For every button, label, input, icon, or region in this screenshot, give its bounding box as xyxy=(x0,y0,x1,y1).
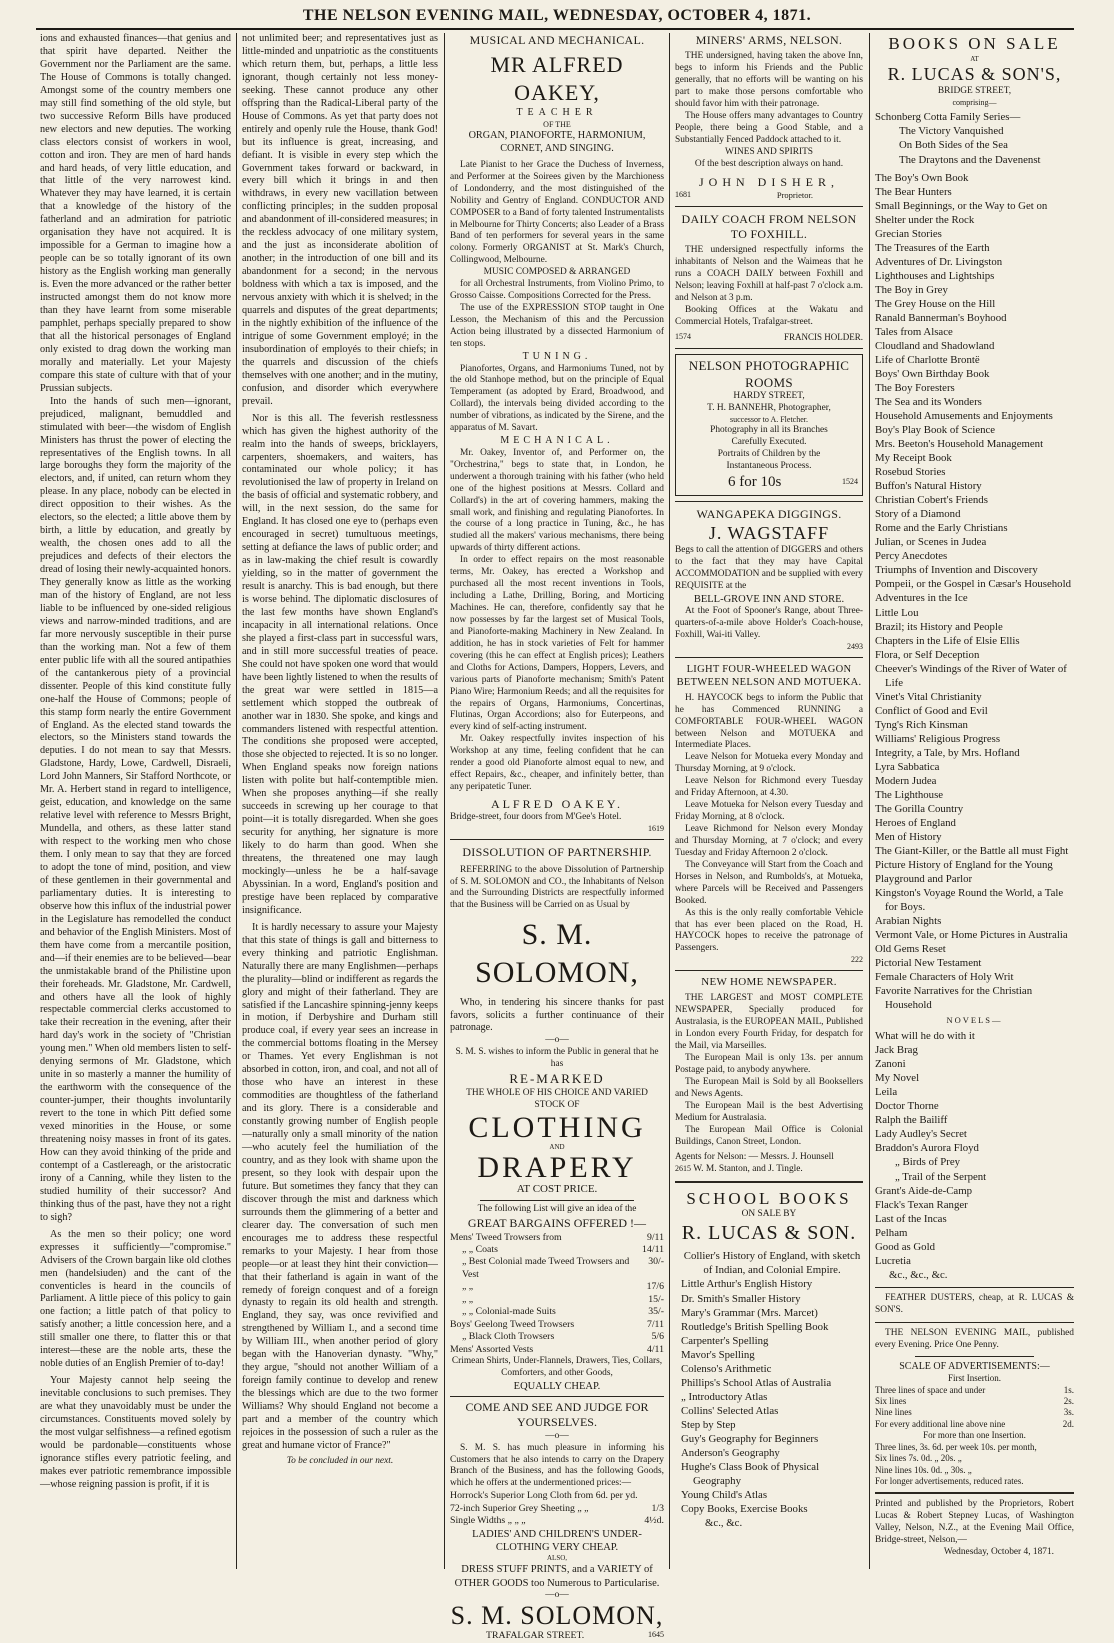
book-item: Dr. Smith's Smaller History xyxy=(681,1292,801,1305)
ad-paragraph: The European Mail Office is Colonial Buildings, Canon Street, London. xyxy=(675,1124,863,1147)
wangapeka-ad xyxy=(675,507,863,652)
scale-heading: SCALE OF ADVERTISEMENTS:— xyxy=(899,1360,1050,1372)
price-item: „ „ Coats xyxy=(462,1244,498,1256)
ad-separator xyxy=(675,206,863,207)
comprising-label: comprising— xyxy=(952,98,997,108)
ad-heading: DAILY COACH FROM NELSON TO FOXHILL. xyxy=(681,211,857,241)
photo-line: Photography in all its Branches xyxy=(710,425,828,436)
of-label: OF THE xyxy=(543,119,571,129)
ad-heading: BOOKS ON SALE xyxy=(888,34,1061,53)
article-paragraph: Into the hands of such men—ignorant, prejudiced, malignant, bemuddled and stimulated with beer—the wisdom of English Ministers has thrust the power of electing the representatives of the English towns. In all large boroughs they form the majority of the electors, and, if united, can return whom they please. In any place, nobody can be elected in direct opposition to their wishes. As the electors, so the elected; a little above them by birth, a little by education, and greatly by wealth, the chosen ones add to all the prejudices and defects of their electors the dread of losing their newly-acquainted honors. They generally know as little as the working man of the history of England, are not less liable to be influenced by one-sided religious views and narrow-minded traditions, and are far more nervously susceptible in their purse than the working man. Not a few of them enter public life with all the soured antipathies of the cantankerous piety of a provincial dissenter. People of this kind constitute fully one-half the House of Commons; people of this stamp form nearly the entire Government of England. As the elected stand towards the electors, so the Ministers stand towards the deputies. I do not mean to say that Messrs. Gladstone, Hardy, Lowe, Cardwell, Disraeli, Lord John Manners, Sir Stafford Northcote, or Mr. A. Herbert stand in regard to intelligence, geist, education, and knowledge on the same relative level with reference to Messrs Bright, Mundella, and others, as these latter stand with respect to the working men who chose them. I only mean to say that they are forced to adopt the tone of mind, position, and view of these gentlemen in their governmental and parliamentary duties. It is interesting to observe how this influx of the industrial power in the Legislature has remodelled the conduct and behavior of the English Ministers. Most of them have come from a mercantile position, and—if their enemies are to be believed—bear the unmistakable brand of the Philistine upon their foreheads. Mr. Gladstone, Mr. Cardwell, and others have all the look of highly respectable commercial clerks accustomed to take their recreation in the evening, after their hard day's work in the society of "Christian young men." When old members listen to self-denying sermons of Mr. Gladstone, which unite in so masterly a manner the humility of the earthworm with the consequence of the counter-jumper, their thoughts involuntarily revert to the tone in which Pitt defied some vexed minorities in the House, or some threatening noisy masses in front of its gates. How can they avoid thinking of the pride and contempt of a Castlereagh, or the aristocratic irony of a Canning, while they listen to the studied humility of their successor? And thinking thus of the past, have they not a right to sigh? xyxy=(40,395,231,1223)
book-item: Old Gems Reset xyxy=(875,943,946,956)
book-item: Cheever's Windings of the River of Water of Life xyxy=(875,662,1067,689)
price-item: Mens' Tweed Trowsers from xyxy=(450,1231,562,1243)
book-item: Heroes of England xyxy=(875,816,956,829)
ad-separator xyxy=(675,657,863,658)
book-item: The Grey House on the Hill xyxy=(875,297,996,310)
column-5-ads xyxy=(871,33,1078,1569)
ad-paragraph: S. M. S. wishes to inform the Public in general that he has xyxy=(455,1047,659,1070)
ad-number: 1524 xyxy=(842,477,858,487)
ad-number: 1681 xyxy=(675,189,691,199)
ad-paragraph: Begs to call the attention of DIGGERS and others to the fact that they may have Capital ACCOMMODATION and be supplied with every REQUISITE at the xyxy=(675,545,863,591)
imprint: Printed and published by the Proprietors, Robert Lucas & Robert Stepney Lucas, of Washington Valley, Nelson, N.Z., at the Evening Mail Office, Bridge-street, Nelson,— xyxy=(875,1499,1074,1546)
advert-scale xyxy=(875,1361,1074,1488)
come-heading: COME AND SEE AND JUDGE FOR YOURSELVES. xyxy=(465,1400,649,1430)
book-item: Routledge's British Spelling Book xyxy=(681,1320,829,1333)
book-item: Flora, or Self Deception xyxy=(875,648,980,661)
article-paragraph: It is hardly necessary to assure your Majesty that this state of things is gall and bitterness to every thinking and patriotic Englishman. Naturally there are many Englishmen—perhaps the plurality—blind or indifferent as regards the glory and might of their fatherland. They are satisfied if the Lancashire spinning-jenny keeps in motion, if Derbyshire and Durham still produce coal, if every year sees an increase in the commercial bottoms floating in the Mersey or Thames. Yet every Englishman is not absorbed in cotton, iron, and coal, and not all of those who have an interest in these commodities are thoughtless of the fatherland and its glory. There is a considerable and constantly growing number of English people—naturally only a small minority of the nation—who acutely feel the humiliation of the country, and as they look with shame upon the present, so they look with despair upon the future. But sometimes they fancy that they can discover through the mist and darkness which surrounds them the glimmering of a better and clearer day. The conversation of such men encourages me to address these respectful remarks to your Majesty. I hear from those people—or at least they hint their conviction—that their fatherland is again in want of the remedy of foreign conquest and of a foreign dynasty to regain its old health and strength. England, they say, was once revivified and strengthened by William I., and a second time by William III., when another period of glory began with the Hanoverian dynasty. "Why," they argue, "should not another William of a foreign family continue to develop and renew the blessings which are due to the two former Williams? Why should England not become a part and a member of the country which rejoices in the possession of such a ruler as the great and humane victor of France?" xyxy=(242,921,438,1451)
merchant-name: S. M. SOLOMON, xyxy=(450,1600,664,1630)
book-item: Young Child's Atlas xyxy=(681,1488,768,1501)
book-item: Small Beginnings, or the Way to Get on xyxy=(875,199,1048,212)
book-item: Collier's History of England, with sketch of Indian, and Colonial Empire. xyxy=(683,1250,861,1277)
scale-row: Nine lines 10s. 0d. „ 30s. „ xyxy=(875,1464,972,1475)
book-item: Collins' Selected Atlas xyxy=(681,1404,779,1417)
book-item: Guy's Geography for Beginners xyxy=(681,1432,819,1445)
book-item: The Sea and its Wonders xyxy=(875,396,982,409)
cheap-label: EQUALLY CHEAP. xyxy=(513,1380,601,1392)
ad-signature: ALFRED OAKEY. xyxy=(490,797,624,812)
photo-price: 6 for 10s xyxy=(728,473,782,490)
price-item: „ Black Cloth Trowsers xyxy=(462,1331,555,1343)
ad-heading: DISSOLUTION OF PARTNERSHIP. xyxy=(462,845,652,860)
book-item: Household Amusements and Enjoyments xyxy=(875,410,1053,423)
price-item: Boys' Geelong Tweed Trowsers xyxy=(450,1318,575,1330)
article-paragraph: As the men so their policy; one word expresses it sufficiently—"compromise." Advisers of the Crown bargain like old clothes men (handelsiuden) and the cant of the conventicles is heard in the councils of Parliament. A little piece of this policy to gain one faction; a little patch of that policy to satisfy another; a little concession here, and a still smaller one there, to flatter this or that interest—these are the noble arts, these the noble duties of an English Premier of to-day! xyxy=(40,1228,231,1370)
scale-label: Three lines of space and under xyxy=(875,1384,986,1395)
book-item: Integrity, a Tale, by Mrs. Hofland xyxy=(875,746,1020,759)
bargains-heading: GREAT BARGAINS OFFERED !— xyxy=(467,1216,647,1231)
scale-note: For longer advertisements, reduced rates. xyxy=(875,1475,1024,1486)
photo-line: Instantaneous Process. xyxy=(726,460,812,471)
novel-item: Doctor Thorne xyxy=(875,1100,939,1113)
column-2-article xyxy=(238,33,442,1569)
ad-paragraph: Mr. Oakey respectfully invites inspection of his Workshop at any time, feeling confident that he can render a good old Pianoforte almost equal to new, and effect Repairs, &c., cheaper, and infinitely better, than any peripatetic Tuner. xyxy=(450,734,664,793)
novel-item: Braddon's Aurora Floyd xyxy=(875,1142,979,1155)
book-item: Boy's Play Book of Science xyxy=(875,424,996,437)
price-list xyxy=(450,1232,664,1356)
proprietor-name: FRANCIS HOLDER. xyxy=(783,331,863,342)
ornament: —o— xyxy=(545,1589,569,1600)
book-item: Phillips's School Atlas of Australia xyxy=(681,1376,832,1389)
book-item: Pompeii, or the Gospel in Cæsar's Household xyxy=(875,578,1071,591)
ad-address: Bridge-street, four doors from M'Gee's Hotel. xyxy=(450,812,622,823)
ad-paragraph: Who, in tendering his sincere thanks for past favors, solicits a further continuance of their patronage. xyxy=(450,996,664,1034)
at-label: AT xyxy=(970,54,979,63)
continued-note: To be concluded in our next. xyxy=(286,1455,394,1466)
book-item: Rome and the Early Christians xyxy=(875,522,1008,535)
ad-heading: LIGHT FOUR-WHEELED WAGON BETWEEN NELSON AND MOTUEKA. xyxy=(676,664,862,689)
teacher-name: MR ALFRED OAKEY, xyxy=(490,52,624,106)
ornament: —o— xyxy=(545,1035,569,1046)
ad-paragraph: The Conveyance will Start from the Coach and Horses in Nelson, and Rumbolds's, at Motueka, where Parcels will be Received and Passengers Booked. xyxy=(675,859,863,906)
book-item: The Victory Vanquished xyxy=(899,125,1004,138)
ad-paragraph: Of the best description always on hand. xyxy=(694,158,844,169)
ad-separator xyxy=(875,1322,1074,1323)
column-divider xyxy=(869,33,870,1569)
ad-paragraph: THE LARGEST and MOST COMPLETE NEWSPAPER, Specially produced for Australasia, is the EUROPEAN MAIL, Published in London every Fourth Friday, for despatch for the Mail, via Marseilles. xyxy=(675,993,863,1052)
goods-price: 4½d. xyxy=(644,1515,664,1527)
novel-item: Lady Audley's Secret xyxy=(875,1128,967,1141)
ad-separator xyxy=(875,1287,1074,1288)
merchant-name: S. M. SOLOMON, xyxy=(475,918,639,990)
ad-number: 1619 xyxy=(648,824,664,834)
goods-item: Horrock's Superior Long Cloth from 6d. per yd. xyxy=(450,1490,638,1502)
column-4-ads xyxy=(671,33,867,1569)
price-item: Mens' Assorted Vests xyxy=(450,1343,534,1355)
drapery-label: DRAPERY xyxy=(477,1150,637,1184)
ad-heading: NEW HOME NEWSPAPER. xyxy=(701,976,837,989)
timetable-row: Leave Nelson for Richmond every Tuesday and Friday Afternoon, at 4.30. xyxy=(675,776,863,799)
book-item: My Receipt Book xyxy=(875,452,952,465)
book-item: Kingston's Voyage Round the World, a Tale for Boys. xyxy=(875,887,1064,914)
goods-item: Single Widths „ „ „ xyxy=(450,1515,526,1527)
ad-paragraph: The European Mail is Sold by all Booksellers and News Agents. xyxy=(675,1077,863,1099)
novel-item: „ Birds of Prey xyxy=(895,1156,961,1169)
novel-item: My Novel xyxy=(875,1072,920,1085)
subjects: ORGAN, PIANOFORTE, HARMONIUM, CORNET, AND SINGING. xyxy=(468,129,646,154)
timetable-row: Leave Motueka for Nelson every Tuesday and Friday Morning, at 8 o'clock. xyxy=(675,800,863,823)
ad-subheading: MUSIC COMPOSED & ARRANGED xyxy=(483,267,631,278)
miners-arms-ad xyxy=(675,33,863,201)
book-item: Men of History xyxy=(875,831,942,843)
book-item: Pictorial New Testament xyxy=(875,957,982,970)
book-item: The Treasures of the Earth xyxy=(875,241,990,254)
book-item: Buffon's Natural History xyxy=(875,480,982,493)
book-item: Vermont Vale, or Home Pictures in Australia xyxy=(875,929,1068,942)
imprint-date: Wednesday, October 4, 1871. xyxy=(943,1547,1054,1558)
ornament: —o— xyxy=(545,1430,569,1441)
ad-paragraph: THE undersigned, having taken the above Inn, begs to inform his Friends and the Public generally, that no efforts will be wanting on his part to make those persons comfortable who should favor him with their patronage. xyxy=(675,51,863,109)
wagon-ad xyxy=(675,663,863,965)
cost-label: AT COST PRICE. xyxy=(516,1183,598,1196)
novel-item: What will he do with it xyxy=(875,1030,975,1043)
goods-item: 72-inch Superior Grey Sheeting „ „ xyxy=(450,1502,589,1514)
proprietor-name: JOHN DISHER, xyxy=(698,174,839,189)
scale-subheading: For more than one Insertion. xyxy=(923,1430,1026,1441)
book-item: Favorite Narratives for the Christian Household xyxy=(875,985,1033,1012)
book-item: The Draytons and the Davenenst xyxy=(899,153,1041,166)
book-item: Cloudland and Shadowland xyxy=(875,339,995,352)
photographic-ad xyxy=(675,354,863,496)
successor-label: successor to A. Fletcher. xyxy=(730,414,808,424)
price-value: 9/11 xyxy=(646,1231,664,1243)
ad-number: 2493 xyxy=(847,641,863,651)
novels-heading: NOVELS— xyxy=(946,1015,1003,1026)
dress-label: DRESS STUFF PRINTS, and a VARIETY of OTHER GOODS too Numerous to Particularise. xyxy=(454,1564,660,1589)
book-item: The Boy Foresters xyxy=(875,382,955,394)
book-item: Arabian Nights xyxy=(875,915,942,928)
novel-item: Ralph the Bailiff xyxy=(875,1114,948,1127)
book-item: Little Arthur's English History xyxy=(681,1278,813,1291)
novel-item: „ Trail of the Serpent xyxy=(895,1170,987,1183)
scale-label: For every additional line above nine xyxy=(875,1418,1006,1429)
ad-separator xyxy=(450,1396,664,1397)
ad-paragraph: REFERRING to the above Dissolution of Partnership of S. M. SOLOMON and CO., the Inhabitants of Nelson and the Surrounding Districts are respectfully informed that the Business will be Carried on as Usual by xyxy=(450,864,664,911)
scale-price: 2d. xyxy=(1062,1418,1074,1429)
novel-item: Grant's Aide-de-Camp xyxy=(875,1184,972,1197)
book-item: Hughe's Class Book of Physical Geography xyxy=(681,1460,820,1487)
ad-paragraph: As this is the only really comfortable Vehicle that has ever been placed on the Road, H. HAYCOCK hopes to receive the patronage of Passengers. xyxy=(675,907,863,954)
ad-number: 1645 xyxy=(648,1630,664,1640)
newspaper-ad xyxy=(675,976,863,1175)
book-item: Picture History of England for the Young xyxy=(875,859,1053,872)
solomon-ad xyxy=(450,845,664,1642)
book-item: Grecian Stories xyxy=(875,227,942,240)
ad-subheading: MECHANICAL. xyxy=(500,435,614,447)
book-item: Lighthouses and Lightships xyxy=(875,269,995,282)
ad-paragraph: Crimean Shirts, Under-Flannels, Drawers, Ties, Collars, Comforters, and other Goods, xyxy=(451,1355,663,1378)
book-item: Williams' Religious Progress xyxy=(875,732,1001,745)
stock-label: STOCK OF xyxy=(534,1099,580,1110)
street-label: TRAFALGAR STREET. xyxy=(486,1630,585,1642)
street-label: BRIDGE STREET, xyxy=(937,86,1012,97)
ad-separator xyxy=(875,1492,1074,1494)
book-item: The Giant-Killer, or the Battle all must Fight xyxy=(875,845,1069,858)
teacher-title: TEACHER xyxy=(516,107,598,119)
article-paragraph: ions and exhausted finances—that genius and that spirit have departed. Neither the Government nor the Parliament are the same. The House of Commons is totally changed. Amongst some of the country members one may still find something of the old style, but two successive Reform Bills have produced new electors and new deputies. The working class electors consist of workers in wool, cotton and iron. They are men of hard hands and hard heads, of very little education, and that little of the very narrowest kind. Whatever they may have learned, it is certain that a knowledge of the history of the fatherland and an admiration for patriotic organisation they have not acquired. It is impossible for a German to imagine how a people can be so totally ignorant of its own history as the English working man generally is. Even the more advanced or the rather better instructed amongst them do not know more than they have learnt from some miserable pamphlet, perhaps specially prepared to show that all the historical personages of England only existed to drag down the working man morally and materially. Let your Majesty compare this state of culture with that of your Prussian subjects. xyxy=(40,33,231,394)
book-item: Ranald Bannerman's Boyhood xyxy=(875,311,1007,324)
article-paragraph: Your Majesty cannot help seeing the inevitable conclusions to such premises. They are what they unavoidably must be under the circumstances. Constituents moved solely by the most vulgar selfishness—a refined egotism would be pardonable—constituents whose ignorance stifles every patriotic feeling, and makes ever patriotic remembrance impossible—whose reigning passion is profit, if it is xyxy=(40,1375,231,1490)
scale-price: 1s. xyxy=(1063,1384,1074,1395)
ad-subheading: TUNING. xyxy=(522,350,592,362)
column-divider xyxy=(444,33,445,1569)
price-value: 17/6 xyxy=(646,1281,664,1293)
book-item: Copy Books, Exercise Books xyxy=(681,1502,808,1515)
and-label: AND xyxy=(549,1143,565,1152)
book-item: Step by Step xyxy=(681,1418,736,1431)
books-on-sale-ad xyxy=(875,33,1074,1282)
coach-ad xyxy=(675,212,863,343)
ad-number: 1574 xyxy=(675,331,691,341)
wines-label: WINES AND SPIRITS xyxy=(724,146,814,157)
book-item: Little Lou xyxy=(875,606,919,619)
book-item: The Boy in Grey xyxy=(875,283,948,296)
list-intro: The following List will give an idea of the xyxy=(477,1204,637,1215)
book-item: Schonberg Cotta Family Series— xyxy=(875,111,1021,124)
ad-number: 2615 xyxy=(675,1163,691,1173)
book-item: Adventures in the Ice xyxy=(875,592,968,605)
book-item: Julian, or Scenes in Judea xyxy=(875,536,987,549)
novel-item: Good as Gold xyxy=(875,1240,935,1253)
column-divider xyxy=(669,33,670,1569)
proprietor-label: Proprietor. xyxy=(776,189,813,200)
feather-dusters-ad: FEATHER DUSTERS, cheap, at R. LUCAS & SON'S. xyxy=(875,1292,1074,1315)
bookseller-name: R. LUCAS & SON'S, xyxy=(887,64,1062,85)
book-item: Playground and Parlor xyxy=(875,873,973,886)
clothing-label: CLOTHING xyxy=(468,1110,646,1144)
price-value: 15/- xyxy=(648,1293,664,1305)
scale-price: 3s. xyxy=(1063,1407,1074,1418)
ad-separator xyxy=(915,1356,1034,1357)
scale-price: 2s. xyxy=(1063,1396,1074,1407)
novel-item: Flack's Texan Ranger xyxy=(875,1198,968,1211)
book-item: Modern Judea xyxy=(875,774,937,787)
inn-label: BELL-GROVE INN AND STORE. xyxy=(693,593,845,605)
book-item: Mrs. Beeton's Household Management xyxy=(875,438,1044,451)
ad-paragraph: The European Mail is the best Advertising Medium for Australasia. xyxy=(675,1100,863,1123)
ad-paragraph: At the Foot of Spooner's Range, about Three-quarters-of-a-mile above Holder's Coach-house, Foxhill, Wai-iti Valley. xyxy=(675,606,863,640)
novel-item: Pelham xyxy=(875,1226,908,1239)
novel-item: Leila xyxy=(875,1086,898,1099)
book-item: Rosebud Stories xyxy=(875,466,946,479)
book-item: Carpenter's Spelling xyxy=(681,1334,769,1347)
book-item: On Both Sides of the Sea xyxy=(899,139,1008,152)
price-value: 5/6 xyxy=(651,1331,664,1343)
scale-subheading: First Insertion. xyxy=(948,1373,1001,1384)
ad-paragraph: The use of the EXPRESSION STOP taught in One Lesson, the Mechanism of this and the Percussion Action being illustrated by a dissected Harmonium of ten stops. xyxy=(450,303,664,349)
book-item: Chapters in the Life of Elsie Ellis xyxy=(875,634,1020,647)
mail-notice: THE NELSON EVENING MAIL, published every Evening. Price One Penny. xyxy=(875,1327,1074,1350)
masthead: THE NELSON EVENING MAIL, WEDNESDAY, OCTOBER 4, 1871. xyxy=(302,7,812,24)
timetable-row: Leave Richmond for Nelson every Monday and Thursday Morning, at 7 o'clock; and every Tuesday and Friday Afternoon 2 o'clock. xyxy=(675,824,863,858)
timetable-row: Leave Nelson for Motueka every Monday and Thursday Morning, at 9 o'clock. xyxy=(675,752,863,775)
agents-line: W. M. Stanton, and J. Tingle. xyxy=(693,1163,803,1174)
ad-paragraph: Mr. Oakey, Inventor of, and Performer on, the "Orchestrina," begs to state that, in London, he underwent a thorough training with his father (who held one of the highest positions at Messrs. Collard and Collard's) in the art of covering hammers, making the small work, and finishing and regulating Pianofortes. In the course of a long practice in Tuning, &c., he has studied all the makers' various mechanisms, there being upwards of thirty different actions. xyxy=(450,447,664,554)
book-item: Brazil; its History and People xyxy=(875,620,1003,633)
price-value: 35/- xyxy=(648,1306,664,1318)
bookseller-name: R. LUCAS & SON. xyxy=(681,1222,857,1245)
ad-paragraph: The House offers many advantages to Country People, there being a Good Stable, and a Substantially Fenced Paddock attached to it. xyxy=(675,110,863,145)
scale-label: Nine lines xyxy=(875,1407,912,1418)
ad-heading: MINERS' ARMS, NELSON. xyxy=(695,33,843,47)
column-divider xyxy=(236,33,237,1569)
book-item: Tyng's Rich Kinsman xyxy=(875,718,968,731)
ad-number: 222 xyxy=(851,955,863,965)
book-item: Conflict of Good and Evil xyxy=(875,704,988,717)
ad-separator xyxy=(675,501,863,502)
ad-paragraph: Booking Offices at the Wakatu and Commercial Hotels, Trafalgar-street. xyxy=(675,304,863,327)
novel-item: Jack Brag xyxy=(875,1044,918,1057)
book-item: The Bear Hunters xyxy=(875,185,952,198)
agents-line: Agents for Nelson: — Messrs. J. Hounsell xyxy=(675,1151,834,1162)
book-item: Christian Cobert's Friends xyxy=(875,494,988,507)
book-item: Anderson's Geography xyxy=(681,1446,780,1459)
book-item: Life of Charlotte Brontë xyxy=(875,353,980,366)
photo-line: Carefully Executed. xyxy=(731,437,807,448)
ad-paragraph: Late Pianist to her Grace the Duchess of Inverness, and Performer at the Soirees given by the Marchioness of Londonderry, and the most distinguished of the Nobility and Gentry of England. CONDUCTOR AND COMPOSER to a Band of forty talented Instrumentalists in Melbourne for Thirty Concerts; also Leader of a Brass Band of ten performers for several years in the same colony. Formerly ORGANIST at St. Mark's Church, Collingwood, Melbourne. xyxy=(450,159,664,266)
book-list xyxy=(675,1249,863,1530)
article-paragraph: Nor is this all. The feverish restlessness which has given the highest authority of the realm into the hands of sweeps, bricklayers, carpenters, shoemakers, and waiters, has contaminated our whole policy; it has revolutionised the law of property in Ireland on the basis of official and systematic robbery, and will, in the next session, do the same for England. It has closed one eye to (perhaps even encouraged in secret) tumultuous meetings, setting at defiance the laws of public order; and as in law-making the chief result is cowardly yielding, so in the matter of government the result is anarchy. This is bad enough, but there is worse behind. The diplomatic disclosures of the last few months have shown England's incapacity in all international relations. Once she played a first-class part in successful wars, and in still more successful treaties of peace. She could not have spoken one word that would have been lightly listened to when the results of the great war were settled in 1815—a settlement which stopped the outbreak of another war in 1830. She spoke, and kings and commanders listened with respectful attention. The conditions she proposed were accepted, those she objected to rejected. It is so no longer. When England speaks now foreign nations listen with polite but half-contemptible mien. When she proposes anything—if she really succeeds in screwing up her courage to that point—it is totally disregarded. When she goes security for anything, her signature is more likely to do harm than good. When she threatens, the threatened one may laugh mockingly—unless he be a half-savage Abyssinian. In a word, England's position and prestige have been replaced by comparative insignificance. xyxy=(242,412,438,916)
ad-paragraph: The European Mail is only 13s. per annum Postage paid, to anybody anywhere. xyxy=(675,1053,863,1076)
ad-heading: MUSICAL AND MECHANICAL. xyxy=(469,33,645,47)
ad-heading: SCHOOL BOOKS xyxy=(686,1188,852,1208)
price-item: „ „ Colonial-made Suits xyxy=(462,1306,556,1318)
scale-label: Six lines xyxy=(875,1396,907,1407)
book-item: Adventures of Dr. Livingston xyxy=(875,255,1003,268)
also-label: ALSO, xyxy=(546,1554,568,1563)
ad-heading: WANGAPEKA DIGGINGS. xyxy=(696,506,842,521)
masthead-rule xyxy=(36,28,1074,30)
ad-paragraph: THE undersigned respectfully informs the inhabitants of Nelson and the Waimeas that he runs a COACH DAILY between Foxhill and Nelson; leaving Foxhill at half-past 7 o'clock a.m. and Nelson at 3 p.m. xyxy=(675,245,863,303)
book-item: Mavor's Spelling xyxy=(681,1348,755,1361)
scale-row: Six lines 7s. 0d. „ 20s. „ xyxy=(875,1453,962,1464)
book-item: Percy Anecdotes xyxy=(875,550,948,563)
book-item: „ Introductory Atlas xyxy=(681,1390,768,1403)
book-item: Colenso's Arithmetic xyxy=(681,1362,772,1375)
book-item: Story of a Diamond xyxy=(875,508,961,521)
price-item: „ Best Colonial made Tweed Trowsers and Vest xyxy=(462,1256,630,1280)
photographer-name: T. H. BANNEHR, Photographer, xyxy=(707,403,831,414)
photo-line: Portraits of Children by the xyxy=(717,448,821,459)
book-item: The Gorilla Country xyxy=(875,802,964,815)
proprietor-name: J. WAGSTAFF xyxy=(708,523,830,544)
book-item: &c., &c. xyxy=(705,1517,743,1530)
book-item: Triumphs of Invention and Discovery xyxy=(875,564,1038,577)
ad-paragraph: for all Orchestral Instruments, from Violino Primo, to Grosso Caisse. Compositions Corrected for the Press. xyxy=(450,279,664,302)
ad-paragraph: In order to effect repairs on the most reasonable terms, Mr. Oakey, has erected a Workshop and purchased all the most recent inventions in Tools, including a Lathe, Drilling, Boring, and Morticing Machines. He can, therefore, confidently say that he now possesses by far the largest set of Musical Tools, and Pianoforte-making Machinery in New Zealand. In addition, he has in stock varieties of Felt for hammer covering (this he can effect at English prices); Leathers and Cloths for Actions, Dampers, Hoppers, Levers, and various parts of Pianoforte mechanism; Smith's Patent Piano Wire; Harmonium Reeds; and all the requisites for the repairs of Organs, Harmoniums, Concertinas, Flutinas, Organ Accordions; also for Euterpeons, and every kind of self-acting instrument. xyxy=(450,555,664,733)
book-item: Mary's Grammar (Mrs. Marcet) xyxy=(681,1306,818,1319)
ad-separator xyxy=(675,970,863,971)
sale-label: ON SALE BY xyxy=(741,1209,797,1220)
scale-row: Three lines, 3s. 6d. per week 10s. per month, xyxy=(875,1441,1037,1452)
ad-separator xyxy=(675,348,863,349)
ad-separator xyxy=(675,1181,863,1183)
article-paragraph: not unlimited beer; and representatives just as little-minded and unpatriotic as the constituents which return them, but, perhaps, a little less ignorant, though certainly not less money-seeking. These cannot produce any other offspring than the Radical-Liberal party of the House of Commons. As yet that party does not entirely and openly rule the House, thank God! but its influence is great, increasing, and defiant. It is visible in every step which the Government takes forward or backward, in every bill which it brings in and then withdraws, in every new vacillation between conflicting principles; in the sudden proposal and abandonment of ill-considered measures; in the reckless advocacy of one military system, and the just as inconsiderate abolition of another; in the introduction of one bill and its abandonment for a second; in the nervous boldness with which a tax is imposed, and the nervous anxiety with which it is shelved; in the quarrels and disputes of the great departments; in the nightly exhibition of the influence of the intrigue of some Government employé; in the insubordination of employés to their chiefs; in the quarrels and discussion of the chiefs themselves with one another; and in the mutiny, confusion, and disorder which everywhere prevail. xyxy=(242,33,438,407)
price-item: „ „ xyxy=(462,1293,474,1305)
novel-item: &c., &c., &c. xyxy=(889,1268,948,1281)
ad-paragraph: H. HAYCOCK begs to inform the Public that he has Commenced RUNNING a COMFORTABLE FOUR-WHEEL WAGON between Nelson and MOTUEKA and Intermediate Places. xyxy=(675,692,863,751)
ladies-label: LADIES' AND CHILDREN'S UNDER-CLOTHING VERY CHEAP. xyxy=(472,1528,642,1553)
price-value: 30/- xyxy=(648,1256,664,1268)
goods-price: 1/3 xyxy=(651,1502,664,1514)
book-item: The Boy's Own Book xyxy=(875,171,969,184)
book-item: Boys' Own Birthday Book xyxy=(875,367,990,380)
ad-paragraph: S. M. S. has much pleasure in informing his Customers that he also intends to carry on the Drapery Branch of the Business, and has the following Goods, which he offers at the undermentioned prices:— xyxy=(450,1442,664,1489)
column-1-article xyxy=(36,33,235,1569)
music-teacher-ad xyxy=(450,33,664,834)
price-value: 4/11 xyxy=(646,1343,664,1355)
book-item: Lyra Sabbatica xyxy=(875,760,940,773)
novel-item: Zanoni xyxy=(875,1058,906,1071)
school-books-ad xyxy=(675,1188,863,1531)
ad-separator xyxy=(480,1200,634,1201)
novel-item: Lucretia xyxy=(875,1254,911,1267)
price-item: „ „ xyxy=(462,1281,474,1293)
column-3-ads xyxy=(446,33,668,1642)
ad-separator xyxy=(450,839,664,840)
novel-item: Last of the Incas xyxy=(875,1212,947,1225)
book-item: Vinet's Vital Christianity xyxy=(875,690,982,703)
ad-heading: NELSON PHOTOGRAPHIC ROOMS xyxy=(688,358,850,390)
ad-paragraph: Pianofortes, Organs, and Harmoniums Tuned, not by the old Stanhope method, but on the principle of Equal Temperament (as adopted by Erard, Broadwood, and Collard), the intervals being divided according to the number of vibrations, as indicated by the Sirene, and the apparatus of M. Savart. xyxy=(450,363,664,434)
book-item: Female Characters of Holy Writ xyxy=(875,971,1014,984)
book-item: Tales from Alsace xyxy=(875,325,953,338)
price-value: 14/11 xyxy=(642,1244,664,1256)
street-label: HARDY STREET, xyxy=(733,391,805,402)
whole-label: THE WHOLE OF HIS CHOICE AND VARIED xyxy=(466,1087,648,1098)
book-item: The Lighthouse xyxy=(875,788,944,801)
book-item: Shelter under the Rock xyxy=(875,213,975,226)
price-value: 7/11 xyxy=(646,1318,664,1330)
remarked-label: RE-MARKED xyxy=(509,1071,605,1087)
